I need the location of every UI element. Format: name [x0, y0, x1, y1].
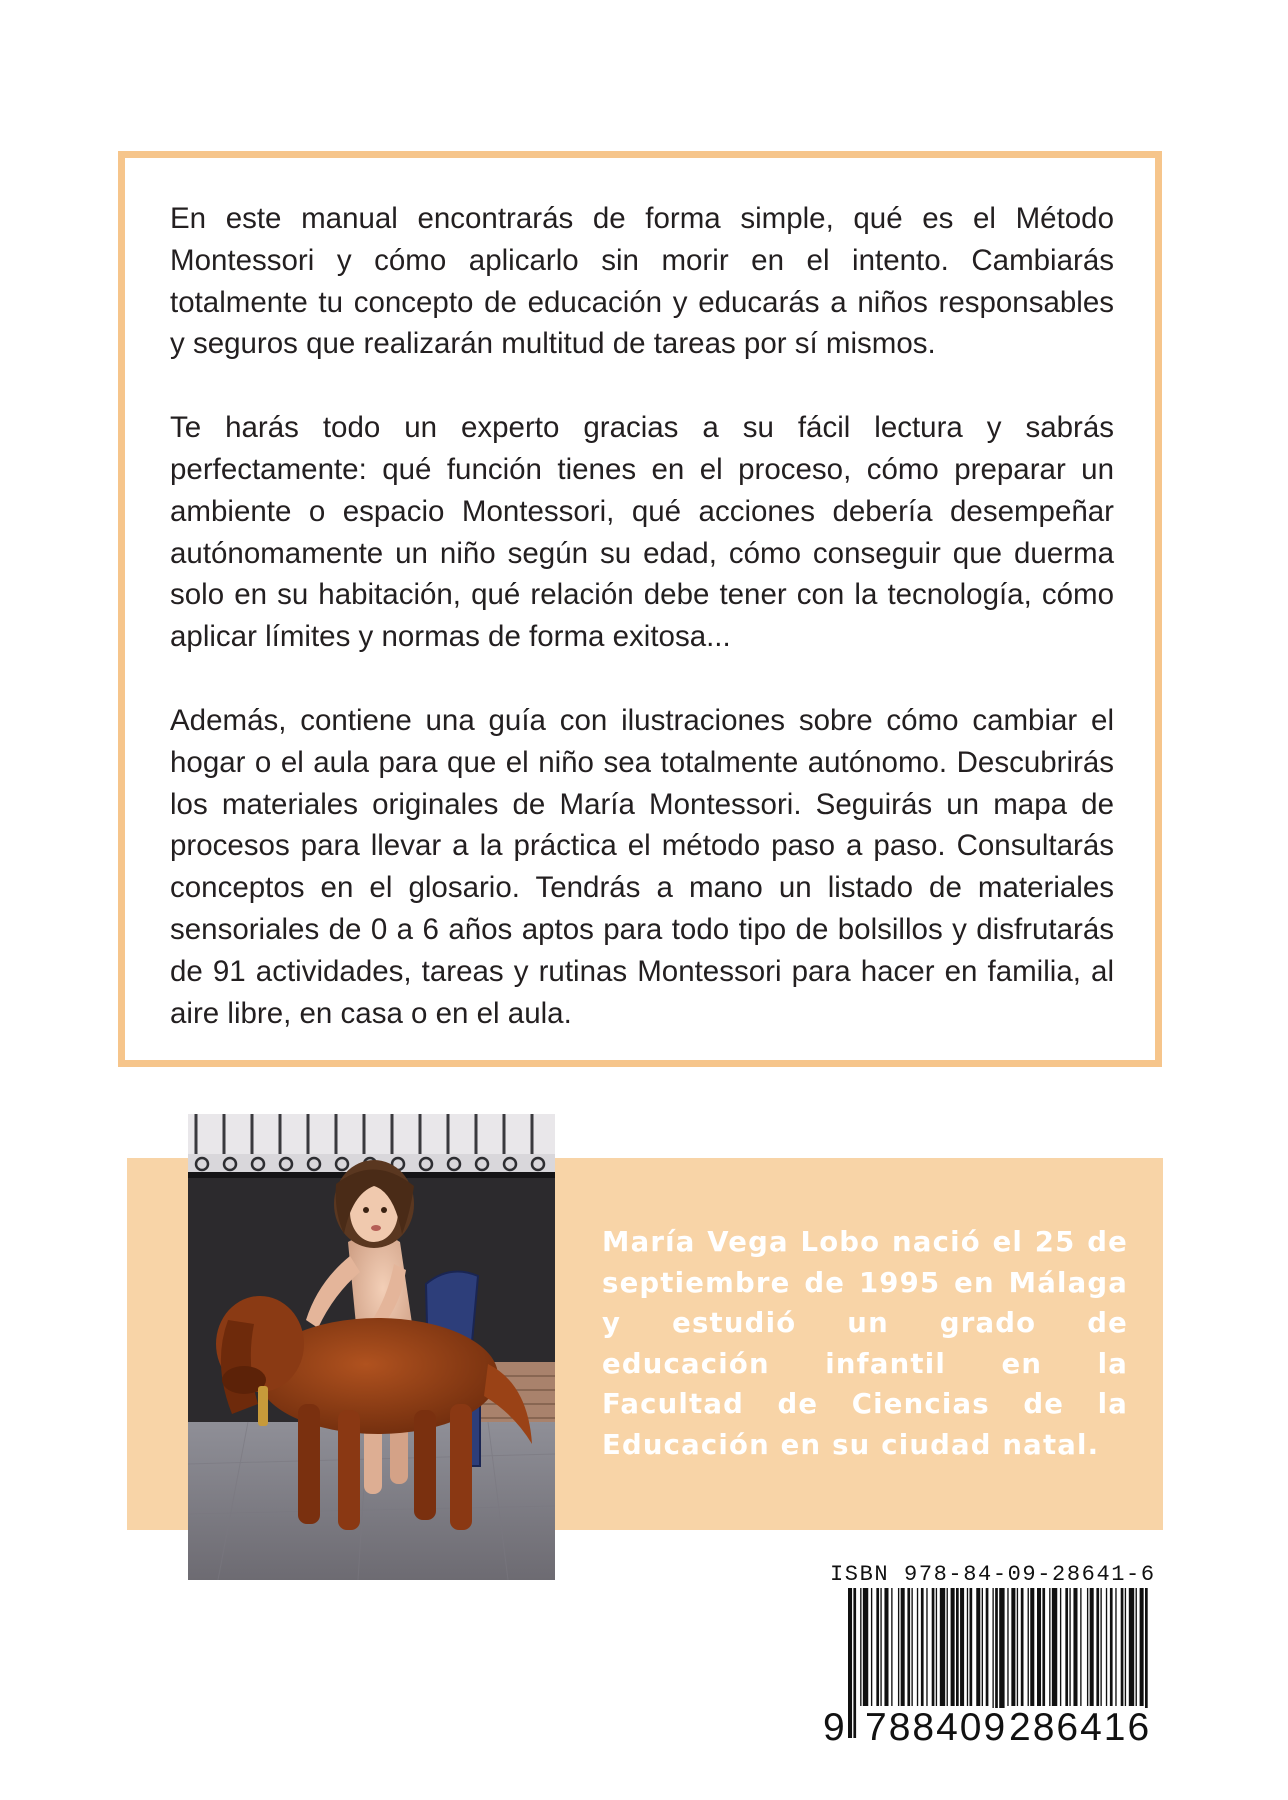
barcode-bar	[917, 1588, 918, 1706]
barcode-bar	[898, 1588, 899, 1706]
barcode-bar	[863, 1588, 868, 1706]
barcode-bar	[1140, 1588, 1144, 1706]
barcode-digits-left: 788409	[865, 1706, 1008, 1749]
barcode-bar	[976, 1588, 980, 1706]
barcode-bar	[1021, 1588, 1024, 1706]
barcode-bar	[1125, 1588, 1126, 1706]
barcode-bar	[921, 1588, 924, 1706]
barcode-bar	[848, 1588, 852, 1738]
barcode-bar	[1136, 1588, 1137, 1706]
description-frame	[118, 151, 1162, 1067]
barcode-bar	[1115, 1588, 1116, 1706]
barcode-bar	[1049, 1588, 1050, 1706]
barcode-bar	[876, 1588, 879, 1706]
barcode-bar	[947, 1588, 948, 1706]
description-paragraph-3: Además, contiene una guía con ilustraciones sobre cómo cambiar el hogar o el aula para que el niño sea totalmente autónomo. Descubrirás los materiales originales de María Montessori. Seguirás un mapa de procesos para llevar a la práctica el método paso a paso. Consultarás conceptos en el glosario. Tendrás a mano un listado de materiales sensoriales de 0 a 6 años aptos para todo tipo de bolsillos y disfrutarás de 91 actividades, tareas y rutinas Montessori para hacer en familia, al aire libre, en casa o en el aula.	[170, 703, 1114, 1030]
barcode-bar	[1121, 1588, 1124, 1706]
barcode-bar	[911, 1588, 912, 1706]
barcode-bar	[891, 1588, 892, 1706]
barcode-bar	[880, 1588, 881, 1706]
barcode-bar	[1017, 1588, 1018, 1706]
barcode-bar	[1129, 1588, 1134, 1706]
barcode-bar	[907, 1588, 910, 1706]
barcode-bar	[1030, 1588, 1034, 1706]
barcode-bar	[1052, 1588, 1057, 1706]
barcode-bar	[1073, 1588, 1077, 1706]
barcode-bar	[1011, 1588, 1015, 1706]
barcode-bar	[967, 1588, 968, 1706]
barcode-digits-right: 286416	[1009, 1706, 1152, 1749]
barcode-bar	[1100, 1588, 1101, 1706]
barcode-bar	[884, 1588, 888, 1706]
barcode-bar	[901, 1588, 905, 1706]
barcode-bar	[986, 1588, 989, 1706]
barcode-bar	[1060, 1588, 1061, 1706]
barcode-bar	[932, 1588, 935, 1706]
author-photo	[188, 1114, 555, 1580]
barcode-bar	[936, 1588, 937, 1706]
barcode-bar	[860, 1588, 861, 1706]
barcode-bar	[1090, 1588, 1094, 1706]
description-paragraph-2: Te harás todo un experto gracias a su fácil lectura y sabrás perfectamente: qué función tienes en el proceso, cómo preparar un ambiente o espacio Montessori, qué acciones debería desempeñar autónomamente un niño según su edad, cómo conseguir que duerma solo en su habitación, qué relación debe tener con la tecnología, cómo aplicar límites y normas de forma exitosa...	[170, 411, 1114, 654]
barcode-bar	[1037, 1588, 1041, 1706]
barcode-digit-first: 9	[823, 1706, 845, 1749]
barcode-bar	[1069, 1588, 1070, 1706]
barcode-bar	[853, 1588, 856, 1738]
barcode-bar	[1007, 1588, 1008, 1706]
barcode-bar	[1080, 1588, 1081, 1706]
barcode-bar	[926, 1588, 927, 1706]
barcode-bar	[1028, 1588, 1029, 1706]
barcode-bar	[951, 1588, 955, 1706]
description-text	[170, 198, 1114, 1034]
barcode-bar	[1087, 1588, 1088, 1706]
barcode-bar	[1110, 1588, 1113, 1706]
description-paragraph-1: En este manual encontrarás de forma simple, qué es el Método Montessori y cómo aplicarlo sin morir en el intento. Cambiarás totalmente tu concepto de educación y educarás a niños responsables y seguros que realizarán multitud de tareas por sí mismos.	[170, 202, 1114, 361]
barcode-bar	[940, 1588, 945, 1706]
barcode-bar	[956, 1588, 959, 1706]
author-bio: María Vega Lobo nació el 25 de septiembre de 1995 en Málaga y estudió un grado de educación infantil en la Facultad de Ciencias de la Educación en su ciudad natal.	[602, 1226, 1128, 1461]
isbn-barcode	[822, 1562, 1154, 1752]
barcode-bar	[871, 1588, 872, 1706]
barcode-bar	[1106, 1588, 1107, 1706]
isbn-label: ISBN 978-84-09-28641-6	[830, 1562, 1156, 1587]
barcode-bar	[1096, 1588, 1099, 1706]
barcode-bar	[1065, 1588, 1068, 1706]
barcode-bar	[982, 1588, 983, 1706]
barcode-bar	[960, 1588, 964, 1706]
barcode-bar	[1042, 1588, 1045, 1706]
barcode-bar	[970, 1588, 973, 1706]
